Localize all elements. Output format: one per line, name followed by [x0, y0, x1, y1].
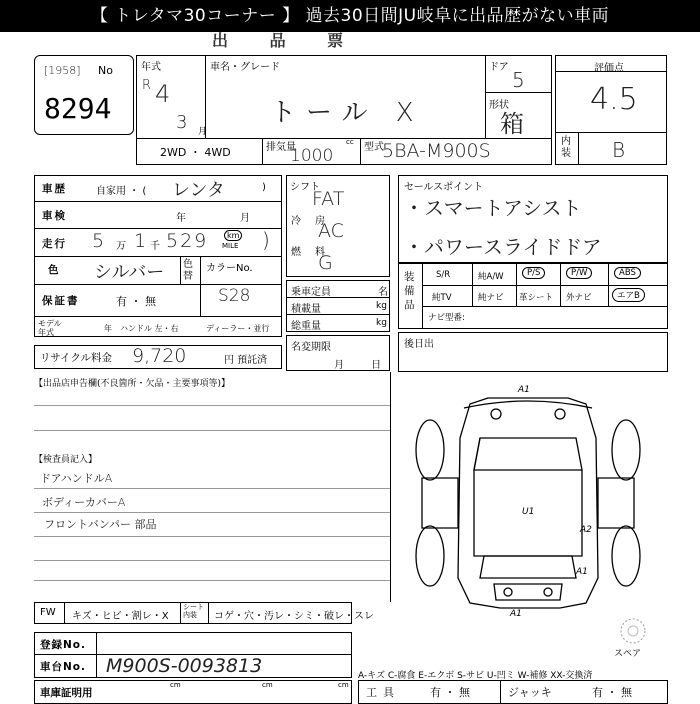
- equip-sr: S/R: [436, 270, 451, 280]
- remarks-label: 後日出: [404, 339, 434, 350]
- load-unit: kg: [376, 301, 387, 311]
- history-close: ): [262, 182, 266, 193]
- month-value: 3: [176, 112, 188, 133]
- sales-point-line-1: ・スマートアシスト: [404, 196, 582, 220]
- inspection-label: 車検: [42, 210, 67, 222]
- interior-label: 内装: [561, 136, 571, 159]
- color-label: 色: [48, 264, 61, 276]
- car-label: 車名・グレード: [210, 62, 280, 73]
- mileage-mile: MILE: [222, 242, 239, 250]
- banner: 【 トレタマ30コーナー 】 過去30日間JU岐阜に出品歴がない車両: [0, 0, 700, 32]
- mileage-sen-unit: 千: [150, 241, 160, 252]
- seat-label: シート内装: [183, 603, 204, 619]
- equip-ext-navi: 外ナビ: [566, 293, 592, 303]
- grade-label: 評価点: [594, 63, 624, 74]
- year-value: 4: [155, 80, 171, 108]
- lot-suffix: No: [98, 64, 113, 77]
- fuel-label: 燃料: [291, 247, 339, 258]
- equipment-label: 装備品: [404, 271, 415, 311]
- mileage-label: 走行: [42, 238, 67, 250]
- door-value: 5: [512, 68, 525, 92]
- equip-airbag-pill: エアB: [612, 288, 645, 302]
- inspector-line-1: ドアハンドルA: [40, 472, 113, 485]
- seller-note-label: 【出品店申告欄(不良箇所・欠品・主要事項等)】: [34, 379, 231, 389]
- warranty-options: 有 ・ 無: [116, 295, 156, 308]
- color-change: 色替: [183, 259, 193, 282]
- cert-cm-2: cm: [262, 681, 273, 689]
- shift-value: FAT: [312, 188, 345, 210]
- displacement-value: 1000: [290, 146, 334, 166]
- aircon-value: AC: [318, 220, 344, 242]
- recycle-label: リサイクル料金: [40, 352, 113, 364]
- year-label: 年式: [141, 62, 161, 73]
- fw-label: FW: [40, 607, 56, 618]
- fuel-value: G: [318, 252, 333, 274]
- sheet-title: 出 品 票: [212, 31, 362, 50]
- equip-pw: [566, 267, 592, 279]
- inspector-line-2: ボディーカバーA: [42, 496, 126, 509]
- cert-cm-3: cm: [338, 681, 349, 689]
- equip-navi: 純ナビ: [478, 293, 504, 303]
- month-unit: 月: [198, 127, 208, 137]
- fw-items: キズ・ヒビ・割レ・X: [72, 611, 169, 622]
- sales-point-label: セールスポイント: [404, 182, 484, 193]
- mileage-man: 5: [92, 230, 105, 252]
- equip-ps-pill: P/S: [522, 267, 545, 279]
- inspection-month: 月: [240, 213, 250, 224]
- lot-prefix: [1958]: [44, 64, 81, 77]
- equip-abs: [614, 267, 641, 279]
- model-year-unit: 年: [104, 324, 112, 333]
- dealer-options: ディーラー・並行: [206, 324, 270, 333]
- registration-label: 登録No.: [40, 639, 86, 651]
- load-label: 積載量: [291, 304, 321, 315]
- equip-aw: 純A/W: [478, 272, 504, 282]
- mileage-paren: ): [262, 228, 270, 252]
- grade-value: 4.5: [590, 82, 638, 117]
- remarks-box: [398, 332, 668, 372]
- lot-number: 8294: [44, 92, 112, 125]
- aircon-label: 冷房: [291, 216, 339, 227]
- displacement-label: 排気量: [266, 142, 296, 153]
- model-year-label: モデル年式: [38, 319, 62, 337]
- equip-leather: 革シート: [519, 293, 554, 303]
- inspection-year: 年: [176, 213, 186, 224]
- jack-options: 有 ・ 無: [592, 686, 632, 699]
- equip-airbag: [612, 288, 645, 302]
- capacity-unit: 名: [378, 287, 388, 298]
- history-options: 自家用 ・ (: [96, 186, 147, 197]
- door-label: ドア: [489, 62, 509, 73]
- body-label: 形状: [489, 100, 509, 111]
- mileage-rest: 529: [166, 230, 209, 252]
- color-code: S28: [218, 286, 251, 306]
- damage-mark-u1: U1: [522, 507, 535, 517]
- color-code-label: カラーNo.: [206, 263, 253, 274]
- history-label: 車歴: [42, 183, 67, 195]
- recycle-value: 9,720: [132, 345, 187, 367]
- navi-model-label: ナビ型番:: [428, 313, 465, 323]
- mileage-sen: 1: [134, 230, 147, 252]
- equip-tv: 純TV: [432, 293, 452, 303]
- interior-value: B: [612, 138, 626, 162]
- jack-label: ジャッキ: [508, 686, 552, 699]
- renewal-unit: 月 日: [334, 360, 382, 371]
- mileage-km-text: km: [227, 231, 240, 240]
- damage-mark-front: A1: [518, 385, 530, 395]
- body-value: 箱: [500, 110, 524, 138]
- spare-label: スペア: [614, 649, 642, 659]
- tools-label: 工具: [366, 686, 400, 699]
- inspector-line-3: フロントバンパー 部品: [44, 518, 157, 531]
- seat-items: コゲ・穴・汚レ・シミ・破レ・スレ: [214, 611, 374, 622]
- year-era: R: [142, 78, 152, 93]
- car-damage-diagram: [400, 378, 660, 618]
- chassis-label: 車台No.: [40, 661, 86, 673]
- damage-mark-side: A1: [576, 567, 588, 577]
- damage-legend: A-キズ C-腐食 E-エクボ S-サビ U-凹ミ W-補修 XX-交換済: [358, 671, 593, 681]
- cert-cm-1: cm: [170, 681, 181, 689]
- gross-label: 総重量: [291, 321, 321, 332]
- equip-pw-pill: P/W: [566, 267, 592, 279]
- model-label: 型式: [364, 142, 384, 153]
- chassis-value: M900S-0093813: [106, 655, 263, 677]
- recycle-unit: 円 預託済: [224, 355, 268, 366]
- spare-tire-icon: [618, 616, 648, 646]
- mileage-km: [224, 230, 242, 241]
- sales-point-line-2: ・パワースライドドア: [404, 235, 602, 259]
- color-value: シルバー: [94, 262, 165, 283]
- capacity-label: 乗車定員: [291, 287, 331, 298]
- cert-label: 車庫証明用: [40, 687, 93, 699]
- displacement-unit: cc: [346, 138, 354, 146]
- gross-unit: kg: [376, 318, 387, 328]
- damage-mark-rear: A1: [510, 609, 522, 618]
- equip-abs-pill: ABS: [614, 267, 641, 279]
- car-name: トール X: [270, 98, 424, 128]
- warranty-label: 保証書: [42, 295, 80, 307]
- shift-label: シフト: [290, 182, 320, 193]
- inspector-label: 【検査員記入】: [34, 455, 98, 465]
- history-value: レンタ: [172, 180, 225, 201]
- equip-ps: [522, 267, 545, 279]
- damage-mark-a2: A2: [580, 525, 592, 535]
- mileage-man-unit: 万: [116, 241, 126, 252]
- drive-label: 2WD ・ 4WD: [160, 146, 231, 159]
- tools-options: 有 ・ 無: [430, 686, 470, 699]
- renewal-label: 名変期限: [291, 342, 331, 353]
- handle-options: ハンドル 左・右: [120, 324, 179, 333]
- model-value: 5BA-M900S: [382, 140, 491, 162]
